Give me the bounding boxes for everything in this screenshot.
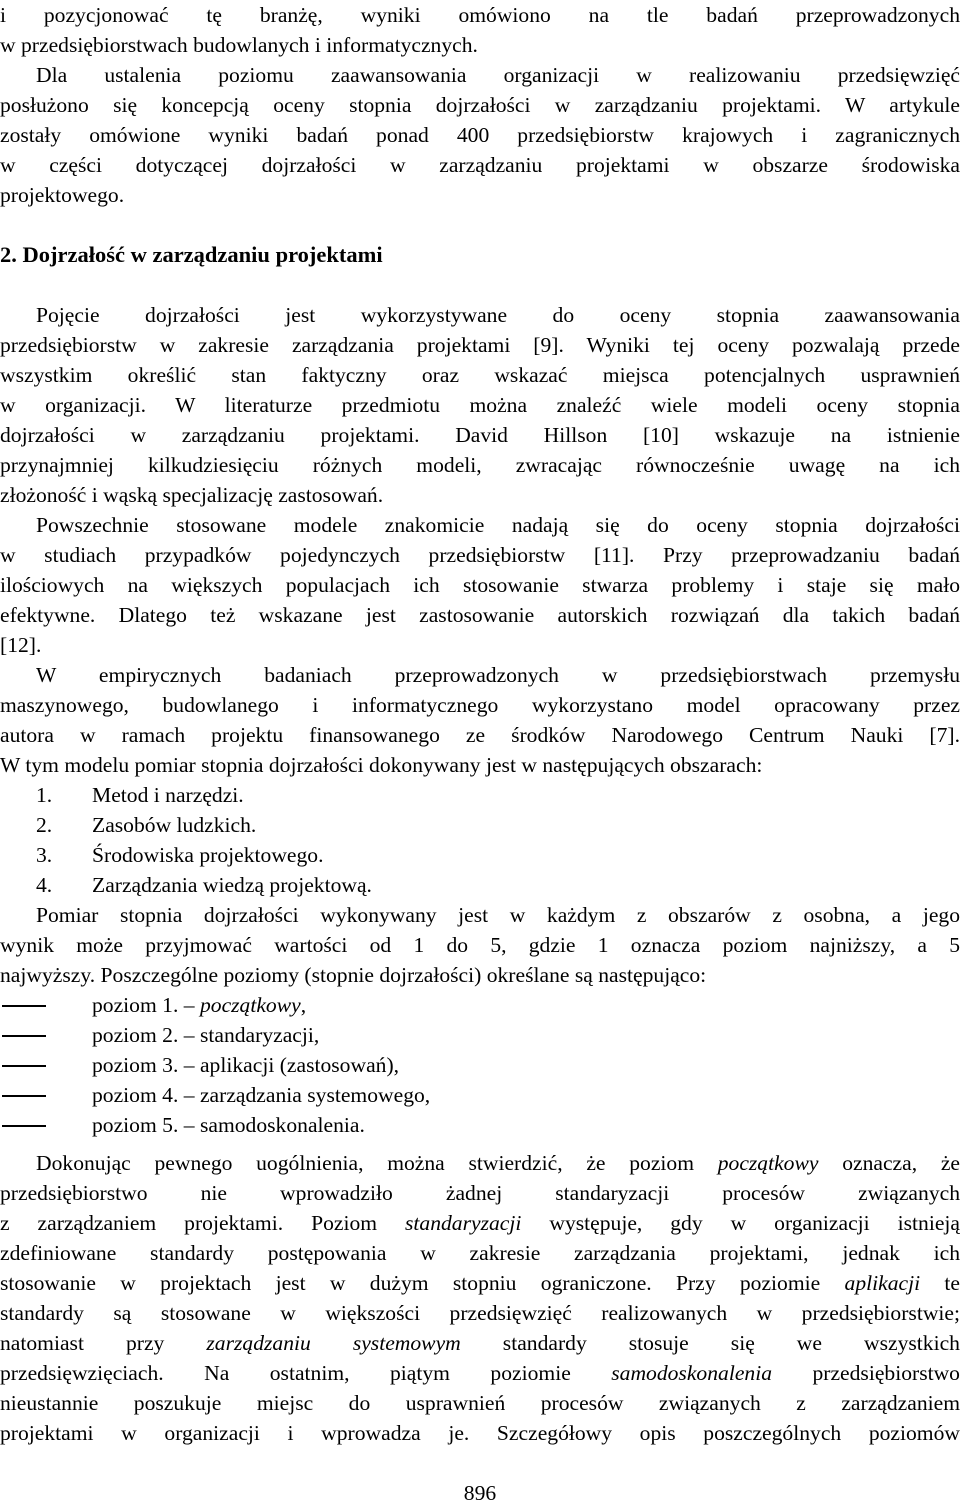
level-suffix: , (313, 1023, 320, 1047)
list-item (0, 990, 960, 1020)
list-item (0, 870, 960, 900)
level-suffix: , (424, 1083, 431, 1107)
text-line: projektami w organizacji i wprowadza je. Szczegółowy opis poszczególnych poziomów (0, 1421, 960, 1445)
level-name: aplikacji (zastosowań) (199, 1053, 394, 1077)
text-line (0, 1358, 960, 1388)
italic-term: zarządzaniu systemowym (206, 1331, 461, 1355)
text-line (0, 1268, 960, 1298)
text-run: z zarządzaniem projektami. Poziom (0, 1211, 406, 1235)
list-number: 2. (36, 813, 53, 837)
paragraph-empirical (0, 660, 960, 780)
list-item (0, 1110, 960, 1140)
level-prefix: poziom 4. – (92, 1083, 200, 1107)
dash-bullet (2, 1005, 46, 1007)
list-text: Zarządzania wiedzą projektową. (92, 873, 372, 897)
level-text (92, 1050, 399, 1080)
text-line: zdefiniowane standardy postępowania w zakresie zarządzania projektami, jednak ich (0, 1241, 960, 1265)
text-line: Dla ustalenia poziomu zaawansowania organizacji w realizowaniu przedsięwzięć (36, 63, 960, 87)
paragraph-models (0, 510, 960, 660)
section-heading: 2. Dojrzałość w zarządzaniu projektami (0, 242, 383, 267)
list-item (0, 1020, 960, 1050)
text-line: autora w ramach projektu finansowanego ze środków Narodowego Centrum Nauki [7]. (0, 723, 960, 747)
areas-list (0, 780, 960, 900)
text-run: występuje, gdy w organizacji istnieją (521, 1211, 960, 1235)
text-line: ilościowych na większych populacjach ich stosowanie stwarza problemy i staje się mało (0, 573, 960, 597)
text-line: efektywne. Dlatego też wskazane jest zastosowanie autorskich rozwiązań dla takich badań (0, 603, 960, 627)
text-line: projektowego. (0, 183, 125, 207)
text-line: najwyższy. Poszczególne poziomy (stopnie dojrzałości) określane są następująco: (0, 963, 707, 987)
level-name: początkowy (199, 993, 301, 1017)
text-run: natomiast przy (0, 1331, 207, 1355)
paragraph-maturity-definition (0, 300, 960, 510)
text-line: wynik może przyjmować wartości od 1 do 5, gdzie 1 oznacza poziom najniższy, a 5 (0, 933, 960, 957)
list-number: 3. (36, 843, 53, 867)
list-item (0, 1050, 960, 1080)
text-line (0, 1328, 960, 1358)
italic-term: początkowy (717, 1151, 819, 1175)
list-number: 1. (36, 783, 53, 807)
list-item (0, 810, 960, 840)
dash-bullet (2, 1035, 46, 1037)
text-line: standardy są stosowane w większości przedsięwzięć realizowanych w przedsiębiorstwie; (0, 1301, 960, 1325)
text-line: W empirycznych badaniach przeprowadzonych w przedsiębiorstwach przemysłu (36, 663, 960, 687)
text-line: zostały omówione wyniki badań ponad 400 przedsiębiorstw krajowych i zagranicznych (0, 123, 960, 147)
list-item (0, 1080, 960, 1110)
text-line: maszynowego, budowlanego i informatycznego wykorzystano model opracowany przez (0, 693, 960, 717)
text-line: złożoność i wąską specjalizację zastosowań. (0, 483, 384, 507)
italic-term: samodoskonalenia (611, 1361, 772, 1385)
text-line (0, 1208, 960, 1238)
list-text: Środowiska projektowego. (92, 843, 324, 867)
text-line: i pozycjonować tę branżę, wyniki omówiono na tle badań przeprowadzonych (0, 3, 960, 27)
dash-bullet (2, 1125, 46, 1127)
level-suffix: , (300, 993, 307, 1017)
text-line: posłużono się koncepcją oceny stopnia dojrzałości w zarządzaniu projektami. W artykule (0, 93, 960, 117)
text-run: standardy stosuje się we wszystkich (460, 1331, 960, 1355)
text-line (0, 1148, 960, 1178)
text-line: dojrzałości w zarządzaniu projektami. David Hillson [10] wskazuje na istnienie (0, 423, 960, 447)
text-line: Pomiar stopnia dojrzałości wykonywany jest w każdym z obszarów z osobna, a jego (36, 903, 960, 927)
text-line: wszystkim określić stan faktyczny oraz wskazać miejsca potencjalnych usprawnień (0, 363, 960, 387)
level-text (92, 1020, 319, 1050)
text-run: te (920, 1271, 960, 1295)
level-name: standaryzacji (199, 1023, 314, 1047)
level-text (92, 990, 306, 1020)
dash-bullet (2, 1095, 46, 1097)
page-number: 896 (463, 1481, 497, 1505)
list-item (0, 780, 960, 810)
text-run: przedsięwzięciach. Na ostatnim, piątym poziomie (0, 1361, 612, 1385)
text-line: przedsiębiorstw w zakresie zarządzania projektami [9]. Wyniki tej oceny pozwalają przede (0, 333, 960, 357)
level-name: zarządzania systemowego (199, 1083, 425, 1107)
level-text (92, 1080, 430, 1110)
text-line: nieustannie poszukuje miejsc do usprawnień procesów związanych z zarządzaniem (0, 1391, 960, 1415)
levels-list (0, 990, 960, 1140)
level-suffix: . (359, 1113, 365, 1137)
text-line: w przedsiębiorstwach budowlanych i informatycznych. (0, 33, 478, 57)
level-suffix: , (393, 1053, 400, 1077)
level-prefix: poziom 1. – (92, 993, 200, 1017)
text-run: stosowanie w projektach jest w dużym stopniu ograniczone. Przy poziomie (0, 1271, 845, 1295)
text-line: Pojęcie dojrzałości jest wykorzystywane do oceny stopnia zaawansowania (36, 303, 960, 327)
list-item (0, 840, 960, 870)
text-run: oznacza, że (818, 1151, 960, 1175)
level-name: samodoskonalenia (199, 1113, 360, 1137)
text-run: przedsiębiorstwo (772, 1361, 960, 1385)
text-run: Dokonując pewnego uogólnienia, można stwierdzić, że poziom (36, 1151, 718, 1175)
list-text: Zasobów ludzkich. (92, 813, 257, 837)
text-line: Powszechnie stosowane modele znakomicie nadają się do oceny stopnia dojrzałości (36, 513, 960, 537)
level-prefix: poziom 5. – (92, 1113, 200, 1137)
text-line: [12]. (0, 633, 42, 657)
dash-bullet (2, 1065, 46, 1067)
text-line: przynajmniej kilkudziesięciu różnych modeli, zwracając równocześnie uwagę na ich (0, 453, 960, 477)
list-text: Metod i narzędzi. (92, 783, 244, 807)
italic-term: aplikacji (844, 1271, 921, 1295)
paragraph-levels-description (0, 1148, 960, 1448)
text-line: w części dotyczącej dojrzałości w zarządzaniu projektami w obszarze środowiska (0, 153, 960, 177)
text-line: przedsiębiorstwo nie wprowadziło żadnej standaryzacji procesów związanych (0, 1181, 960, 1205)
text-line: w studiach przypadków pojedynczych przedsiębiorstw [11]. Przy przeprowadzaniu badań (0, 543, 960, 567)
level-prefix: poziom 3. – (92, 1053, 200, 1077)
text-line: W tym modelu pomiar stopnia dojrzałości dokonywany jest w następujących obszarach: (0, 753, 763, 777)
italic-term: standaryzacji (405, 1211, 522, 1235)
level-prefix: poziom 2. – (92, 1023, 200, 1047)
intro-paragraph (0, 0, 960, 210)
paragraph-measurement (0, 900, 960, 990)
list-number: 4. (36, 873, 53, 897)
level-text (92, 1110, 365, 1140)
text-line: w organizacji. W literaturze przedmiotu można znaleźć wiele modeli oceny stopnia (0, 393, 960, 417)
